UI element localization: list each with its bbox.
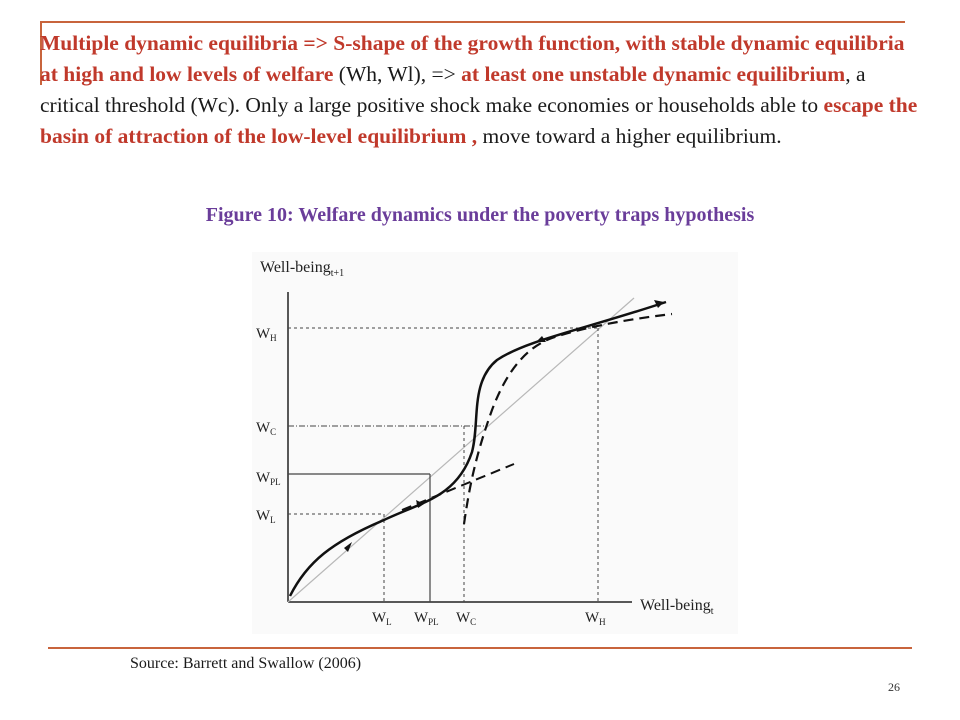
intro-paragraph xyxy=(40,28,920,152)
figure-panel xyxy=(252,252,738,634)
y-tick-wc: $W_C$ xyxy=(256,420,277,437)
x-tick-wh: $W_H$ xyxy=(585,610,606,627)
bottom-rule xyxy=(48,647,912,649)
x-tick-wc: $W_C$ xyxy=(456,610,477,627)
para-highlight-5: escape the basin of attraction of the low-level equilibrium , xyxy=(40,93,918,148)
x-tick-wl: $W_L$ xyxy=(372,610,392,627)
y-tick-wh: $W_H$ xyxy=(256,326,277,343)
para-text-4: , a critical threshold (Wc). Only a large positive shock make economies or households able to xyxy=(40,62,866,117)
para-highlight-1: Multiple dynamic equilibria => S-shape of the growth function, with stable dynamic equilibria at high and low levels of welfare xyxy=(40,31,905,86)
x-axis-label: Well-being$_t$ xyxy=(640,597,714,617)
growth-curve-solid xyxy=(290,302,666,596)
page-number: 26 xyxy=(888,680,900,694)
growth-curve-dashed xyxy=(464,314,672,524)
y-tick-wpl: $W_{PL}$ xyxy=(256,470,281,487)
para-text-6: move toward a higher equilibrium. xyxy=(477,124,782,148)
para-text-2: (Wh, Wl), => xyxy=(333,62,462,86)
forty-five-degree-line xyxy=(288,298,634,602)
y-axis-label: Well-being$_{t+1}$ xyxy=(260,259,345,279)
y-tick-wl: $W_L$ xyxy=(256,508,276,525)
top-rule xyxy=(40,21,905,23)
figure-title: Figure 10: Welfare dynamics under the poverty traps hypothesis xyxy=(205,204,755,226)
para-highlight-3: at least one unstable dynamic equilibrium xyxy=(461,62,846,86)
x-tick-wpl: $W_{PL}$ xyxy=(414,610,439,627)
poverty-trap-diagram xyxy=(252,252,738,634)
source-citation: Source: Barrett and Swallow (2006) xyxy=(130,655,362,672)
